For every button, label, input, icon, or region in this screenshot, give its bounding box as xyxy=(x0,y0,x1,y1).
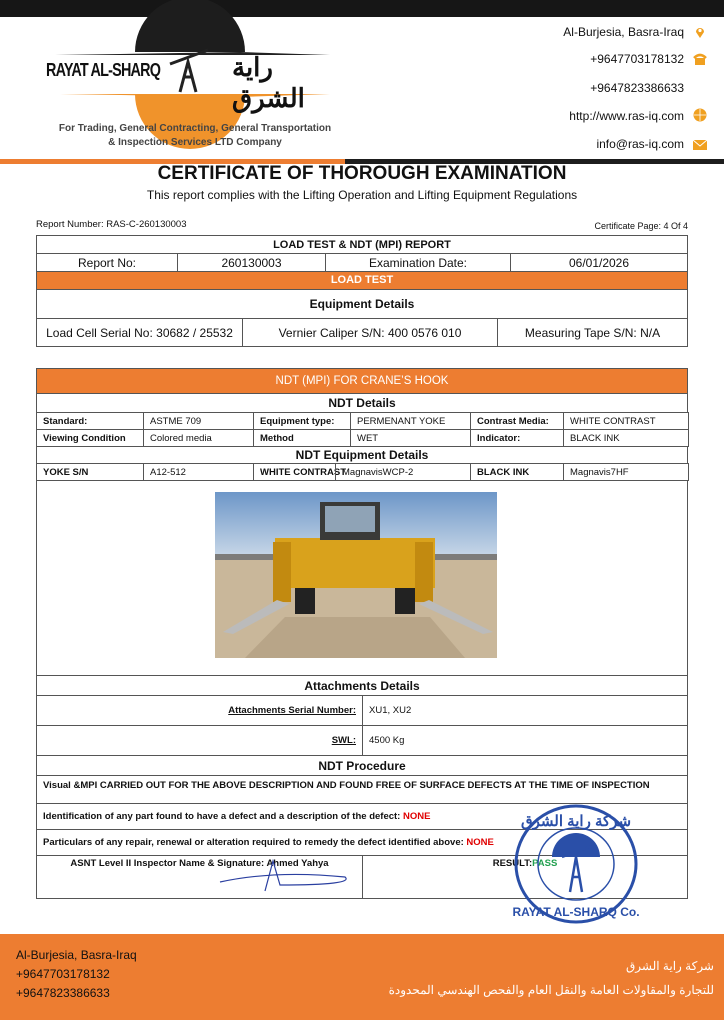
ndt-label-4: Indicator: xyxy=(470,429,564,447)
repair-particulars-value: NONE xyxy=(466,837,494,848)
load-cell-serial: Load Cell Serial No: 30682 / 25532 xyxy=(36,318,243,347)
defect-identification-label: Identification of any part found to have a defect and a description of the defect: xyxy=(43,811,401,822)
company-logo xyxy=(40,22,350,122)
globe-icon xyxy=(693,108,707,122)
report-number: Report Number: RAS-C-260130003 xyxy=(36,219,187,230)
phone-icon xyxy=(693,52,707,66)
repair-particulars-label: Particulars of any repair, renewal or alteration required to remedy the defect identified above: xyxy=(43,837,464,848)
ndt-label-2: WHITE CONTRAST xyxy=(253,463,336,481)
location-pin-icon xyxy=(693,25,707,39)
page-title: CERTIFICATE OF THOROUGH EXAMINATION xyxy=(157,163,567,184)
result-value: PASS xyxy=(532,858,558,869)
tagline-line-2: & Inspection Services LTD Company xyxy=(108,137,282,148)
email-icon xyxy=(693,138,707,152)
contact-phone-1: +9647703178132 xyxy=(590,52,684,66)
swl-value: 4500 Kg xyxy=(362,725,688,756)
page-subtitle: This report complies with the Lifting Operation and Lifting Equipment Regulations xyxy=(146,188,578,202)
tagline xyxy=(40,122,350,150)
ndt-label-4: BLACK INK xyxy=(470,463,564,481)
report-no-value: 260130003 xyxy=(177,253,326,272)
ndt-value-3: PERMENANT YOKE xyxy=(350,412,471,430)
ndt-value-5: Magnavis7HF xyxy=(563,463,689,481)
ndt-label-2: Method xyxy=(253,429,351,447)
contact-address: Al-Burjesia, Basra-Iraq xyxy=(563,25,684,39)
ndt-details-heading: NDT Details xyxy=(36,393,688,413)
contact-email[interactable]: info@ras-iq.com xyxy=(596,137,684,151)
ndt-value-1: A12-512 xyxy=(143,463,254,481)
inspector-name: ASNT Level II Inspector Name & Signature: Ahmed Yahya xyxy=(70,858,329,869)
ndt-equipment-heading: NDT Equipment Details xyxy=(36,446,688,464)
contact-phone-2: +9647823386633 xyxy=(590,81,684,95)
ndt-value-5: BLACK INK xyxy=(563,429,689,447)
logo-text-ar: راية الشرق xyxy=(232,52,305,113)
vernier-caliper-serial: Vernier Caliper S/N: 400 0576 010 xyxy=(242,318,498,347)
ndt-section: NDT (MPI) FOR CRANE’S HOOK xyxy=(36,368,688,394)
ndt-procedure-heading: NDT Procedure xyxy=(36,755,688,776)
attachments-serial-label xyxy=(36,695,363,726)
ndt-value-5: WHITE CONTRAST xyxy=(563,412,689,430)
ndt-value-1: ASTME 709 xyxy=(143,412,254,430)
footer-phone-2: +9647823386633 xyxy=(16,986,110,1000)
ndt-label-0: Standard: xyxy=(36,412,144,430)
result-label: RESULT: xyxy=(492,858,533,869)
footer-arabic-tagline: للتجارة والمقاولات العامة والنقل العام والفحص الهندسي المحدودة xyxy=(388,983,714,997)
load-test-section: LOAD TEST xyxy=(36,271,688,290)
defect-identification-value: NONE xyxy=(402,811,431,822)
ndt-label-4: Contrast Media: xyxy=(470,412,564,430)
ndt-label-0: YOKE S/N xyxy=(36,463,144,481)
attachments-serial-label-text: Attachments Serial Number: xyxy=(228,705,356,716)
exam-date-label: Examination Date: xyxy=(325,253,511,272)
stamp-text-top: شركة راية الشرق xyxy=(520,813,632,830)
equipment-photo xyxy=(215,492,497,658)
company-stamp xyxy=(512,802,640,927)
measuring-tape-serial: Measuring Tape S/N: N/A xyxy=(497,318,688,347)
equipment-details-heading: Equipment Details xyxy=(36,289,688,319)
signature-scribble xyxy=(215,855,355,895)
contact-website[interactable]: http://www.ras-iq.com xyxy=(569,109,684,123)
footer-arabic-name: شركة راية الشرق xyxy=(625,959,714,973)
swl-label-text: SWL: xyxy=(331,735,356,746)
visual-statement: Visual &MPI CARRIED OUT FOR THE ABOVE DESCRIPTION AND FOUND FREE OF SURFACE DEFECTS AT THE TIME OF INSPECTION xyxy=(36,775,688,804)
footer-phone-1: +9647703178132 xyxy=(16,967,110,981)
top-bar xyxy=(0,0,724,17)
load-table-title: LOAD TEST & NDT (MPI) REPORT xyxy=(36,235,688,254)
ndt-value-1: Colored media xyxy=(143,429,254,447)
attachments-serial-value: XU1, XU2 xyxy=(362,695,688,726)
footer xyxy=(0,934,724,1020)
certificate-page: Certificate Page: 4 Of 4 xyxy=(594,221,688,231)
tagline-line-1: For Trading, General Contracting, General Transportation xyxy=(58,123,332,134)
stamp-text-bottom: RAYAT AL-SHARQ Co. xyxy=(512,905,640,919)
logo-text-en: RAYAT AL-SHARQ xyxy=(46,60,161,80)
ndt-label-0: Viewing Condition xyxy=(36,429,144,447)
attachments-heading: Attachments Details xyxy=(36,675,688,696)
swl-label xyxy=(36,725,363,756)
report-no-label: Report No: xyxy=(36,253,178,272)
footer-address: Al-Burjesia, Basra-Iraq xyxy=(16,948,137,962)
ndt-value-3: WET xyxy=(350,429,471,447)
ndt-label-2: Equipment type: xyxy=(253,412,351,430)
ndt-value-3: MagnavisWCP-2 xyxy=(335,463,471,481)
exam-date-value: 06/01/2026 xyxy=(510,253,688,272)
